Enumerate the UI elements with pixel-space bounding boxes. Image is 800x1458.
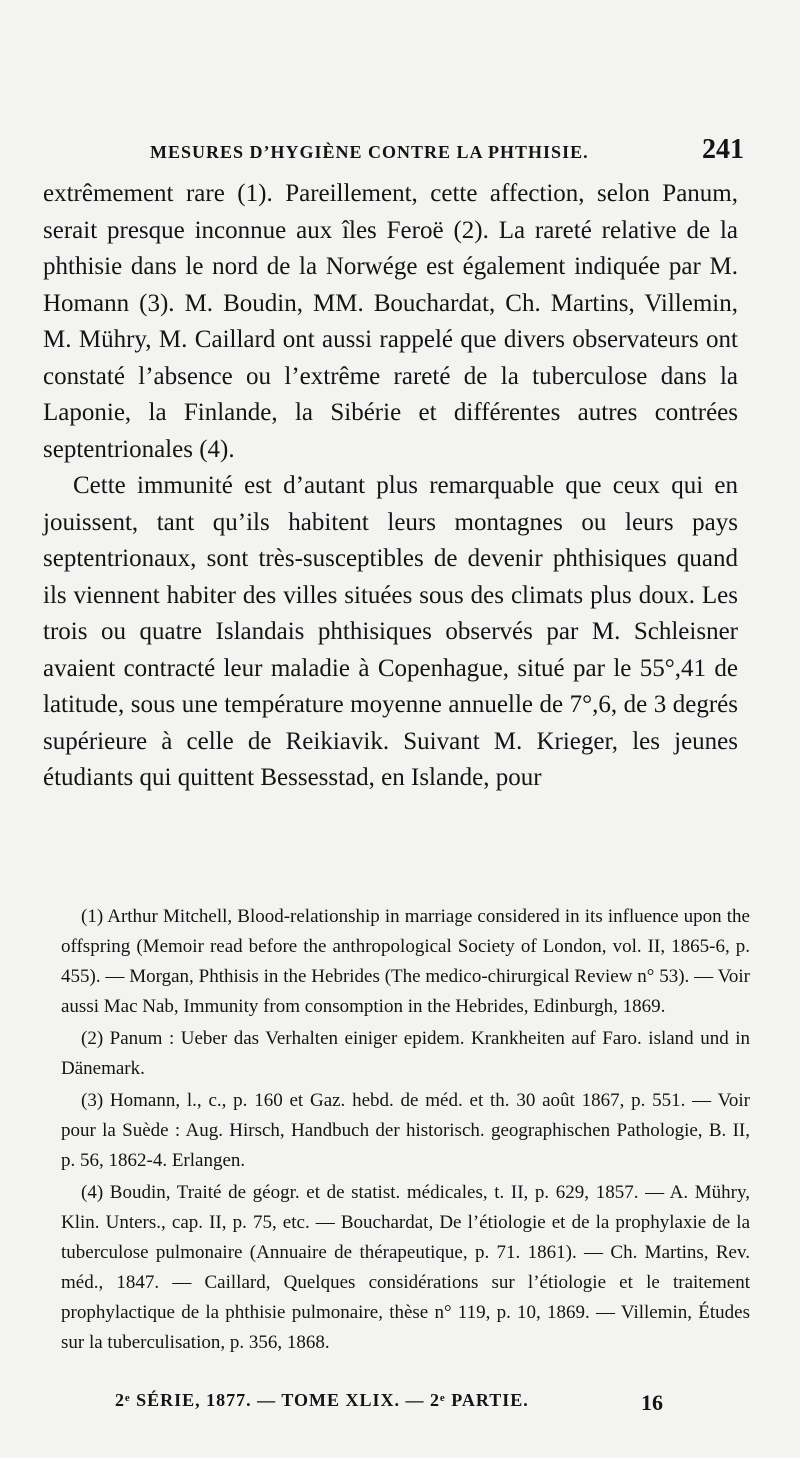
footnotes [61, 902, 750, 1360]
main-text [43, 176, 738, 797]
footnote-3: (3) Homann, l., c., p. 160 et Gaz. hebd. de méd. et th. 30 août 1867, p. 551. — Voir pour la Suède : Aug. Hirsch, Handbuch der historisch. geographischen Pathologie, B. II, p. 56, 1862-4. Erlangen. [61, 1090, 750, 1171]
edition-line: 2ᵉ SÉRIE, 1877. — TOME XLIX. — 2ᵉ PARTIE. [115, 1390, 529, 1410]
signature-mark: 16 [641, 1390, 663, 1415]
paragraph: extrêmement rare (1). Pareillement, cette affection, selon Panum, serait presque inconnue aux îles Feroë (2). La rareté relative de la phthisie dans le nord de la Norwége est également indiquée par M. Homann (3). M. Boudin, MM. Bouchardat, Ch. Martins, Villemin, M. Mühry, M. Caillard ont aussi rappelé que divers observateurs ont constaté l’absence ou l’extrême rareté de la tuberculose dans la Laponie, la Finlande, la Sibérie et différentes autres contrées septentrionales (4). [43, 180, 738, 463]
paragraph: Cette immunité est d’autant plus remarquable que ceux qui en jouissent, tant qu’ils habitent leurs montagnes ou leurs pays septentrionaux, sont très-susceptibles de devenir phthisiques quand ils viennent habiter des villes situées sous des climats plus doux. Les trois ou quatre Islandais phthisiques observés par M. Schleisner avaient contracté leur maladie à Copenhague, situé par le 55°,41 de latitude, sous une température moyenne annuelle de 7°,6, de 3 degrés supérieure à celle de Reikiavik. Suivant M. Krieger, les jeunes étudiants qui quittent Bessesstad, en Islande, pour [43, 472, 738, 791]
page-number: 241 [702, 134, 744, 165]
footnote-1: (1) Arthur Mitchell, Blood-relationship in marriage considered in its influence upon the offspring (Memoir read before the anthropological Society of London, vol. II, 1865-6, p. 455). — Morgan, Phthisis in the Hebrides (The medico-chirurgical Review n° 53). — Voir aussi Mac Nab, Immunity from consomption in the Hebrides, Edinburgh, 1869. [61, 906, 750, 1017]
page-footer [115, 1390, 663, 1424]
page-header [150, 134, 744, 168]
footnote-2: (2) Panum : Ueber das Verhalten einiger epidem. Krankheiten auf Faro. island und in Dänemark. [61, 1028, 750, 1079]
footnote-4: (4) Boudin, Traité de géogr. et de statist. médicales, t. II, p. 629, 1857. — A. Mühry, Klin. Unters., cap. II, p. 75, etc. — Bouchardat, De l’étiologie et de la prophylaxie de la tuberculose pulmonaire (Annuaire de thérapeutique, p. 71. 1861). — Ch. Martins, Rev. méd., 1847. — Caillard, Quelques considérations sur l’étiologie et le traitement prophylactique de la phthisie pulmonaire, thèse n° 119, p. 10, 1869. — Villemin, Études sur la tuberculisation, p. 356, 1868. [61, 1182, 750, 1353]
running-title: MESURES D’HYGIÈNE CONTRE LA PHTHISIE. [150, 142, 589, 162]
